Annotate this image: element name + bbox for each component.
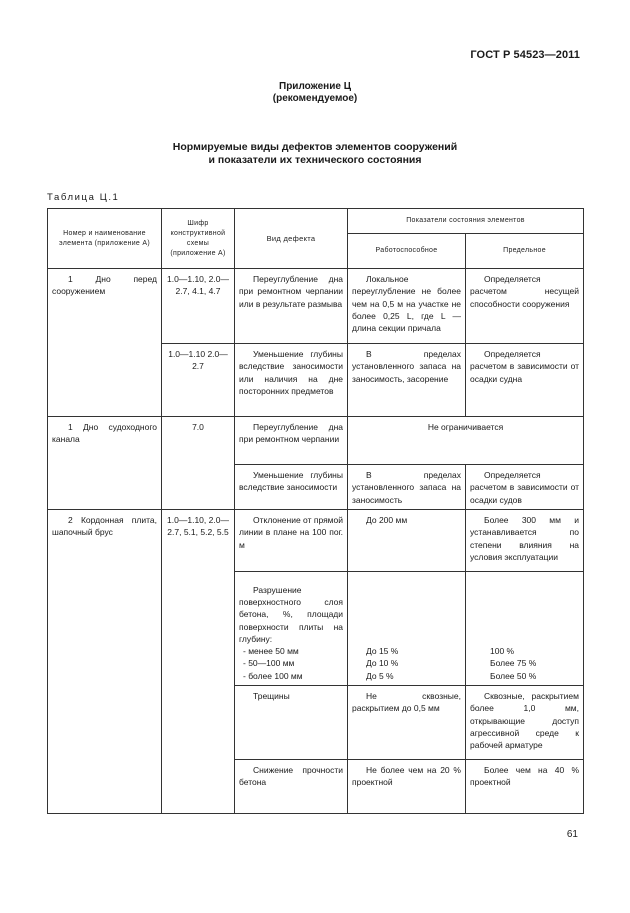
operable-cell: Не более чем на 20 % проектной — [348, 760, 466, 814]
limit-cell: Более 300 мм и устанавливается по степени влияния на условия эксплуатации — [466, 510, 584, 572]
table-row — [48, 344, 584, 417]
element-cell — [48, 344, 162, 417]
limit-cell — [466, 572, 584, 686]
annex-heading — [0, 81, 630, 105]
operable-cell — [348, 572, 466, 686]
list-item: - более 100 мм — [243, 670, 303, 681]
defects-table — [47, 208, 584, 814]
limit-cell: Определяется расчетом в зависимости от осадки судов — [466, 465, 584, 510]
table-label: Таблица Ц.1 — [47, 192, 120, 203]
defect-cell: Отклонение от прямой линии в плане на 100 пог. м — [235, 510, 348, 572]
table-row — [48, 572, 584, 686]
defect-cell: Уменьшение глубины вследствие заносимости — [235, 465, 348, 510]
cipher-cell: 1.0—1.10, 2.0—2.7, 5.1, 5.2, 5.5 — [162, 510, 235, 572]
table-row — [48, 686, 584, 760]
list-item: Более 75 % — [490, 658, 537, 669]
document-title — [0, 141, 630, 167]
defect-cell — [235, 572, 348, 686]
defect-cell: Трещины — [235, 686, 348, 760]
defect-description: Разрушение поверхностного слоя бетона, %, площади поверхности плиты на глубину: — [239, 584, 343, 644]
cipher-cell — [162, 686, 235, 760]
title-line-1: Нормируемые виды дефектов элементов сооружений — [172, 141, 458, 153]
limit-cell: Сквозные, раскрытием более 1,0 мм, открывающие доступ агрессивной среде к рабочей арматуре — [466, 686, 584, 760]
element-cell — [48, 686, 162, 760]
operable-cell: В пределах установленного запаса на заносимость, засорение — [348, 344, 466, 417]
cipher-cell: 7.0 — [162, 417, 235, 465]
element-cell: 2 Кордонная плита, шапочный брус — [48, 510, 162, 572]
list-item: - 50—100 мм — [243, 658, 295, 669]
list-item: До 15 % — [366, 646, 399, 657]
table-row — [48, 510, 584, 572]
defect-cell: Переуглубление дна при ремонтном черпании — [235, 417, 348, 465]
list-item: - менее 50 мм — [243, 646, 299, 657]
cipher-cell: 1.0—1.10, 2.0—2.7, 4.1, 4.7 — [162, 269, 235, 344]
list-item: 100 % — [490, 646, 515, 657]
operable-cell: Не сквозные, раскрытием до 0,5 мм — [348, 686, 466, 760]
limit-cell: Определяется расчетом несущей способности сооружения — [466, 269, 584, 344]
cipher-cell: 1.0—1.10 2.0—2.7 — [162, 344, 235, 417]
header-cipher: Шифр конструктивной схемы (приложение А) — [162, 209, 235, 269]
header-element: Номер и наименование элемента (приложение А) — [48, 209, 162, 269]
element-cell: 1 Дно перед сооружением — [48, 269, 162, 344]
defect-cell: Уменьшение глубины вследствие заносимости или наличия на дне посторонних предметов — [235, 344, 348, 417]
merged-indicator-cell: Не ограничивается — [348, 417, 584, 465]
header-limit: Предельное — [466, 234, 584, 269]
element-cell: 1 Дно судоходного канала — [48, 417, 162, 465]
header-operable: Работоспособное — [348, 234, 466, 269]
table-row — [48, 465, 584, 510]
operable-cell: В пределах установленного запаса на заносимость — [348, 465, 466, 510]
page-number: 61 — [566, 829, 578, 840]
title-line-2: и показатели их технического состояния — [208, 154, 422, 166]
operable-cell: До 200 мм — [348, 510, 466, 572]
header-defect-type: Вид дефекта — [235, 209, 348, 269]
cipher-cell — [162, 465, 235, 510]
list-item: До 5 % — [366, 670, 394, 681]
element-cell — [48, 760, 162, 814]
header-indicators: Показатели состояния элементов — [348, 209, 584, 234]
standard-code: ГОСТ Р 54523—2011 — [470, 49, 580, 61]
table-row — [48, 760, 584, 814]
table-row — [48, 417, 584, 465]
element-cell — [48, 572, 162, 686]
operable-cell: Локальное переуглубление не более чем на 0,5 м на участке не более 0,25 L, где L — длина секции причала — [348, 269, 466, 344]
table-row — [48, 269, 584, 344]
defect-cell: Переуглубление дна при ремонтном черпании или в результате размыва — [235, 269, 348, 344]
cipher-cell — [162, 572, 235, 686]
annex-status: (рекомендуемое) — [272, 93, 358, 104]
list-item: До 10 % — [366, 658, 399, 669]
element-cell — [48, 465, 162, 510]
list-item: Более 50 % — [490, 670, 537, 681]
annex-title: Приложение Ц — [279, 81, 351, 92]
limit-cell: Более чем на 40 % проектной — [466, 760, 584, 814]
cipher-cell — [162, 760, 235, 814]
limit-cell: Определяется расчетом в зависимости от осадки судна — [466, 344, 584, 417]
depth-list — [239, 645, 343, 682]
defect-cell: Снижение прочности бетона — [235, 760, 348, 814]
